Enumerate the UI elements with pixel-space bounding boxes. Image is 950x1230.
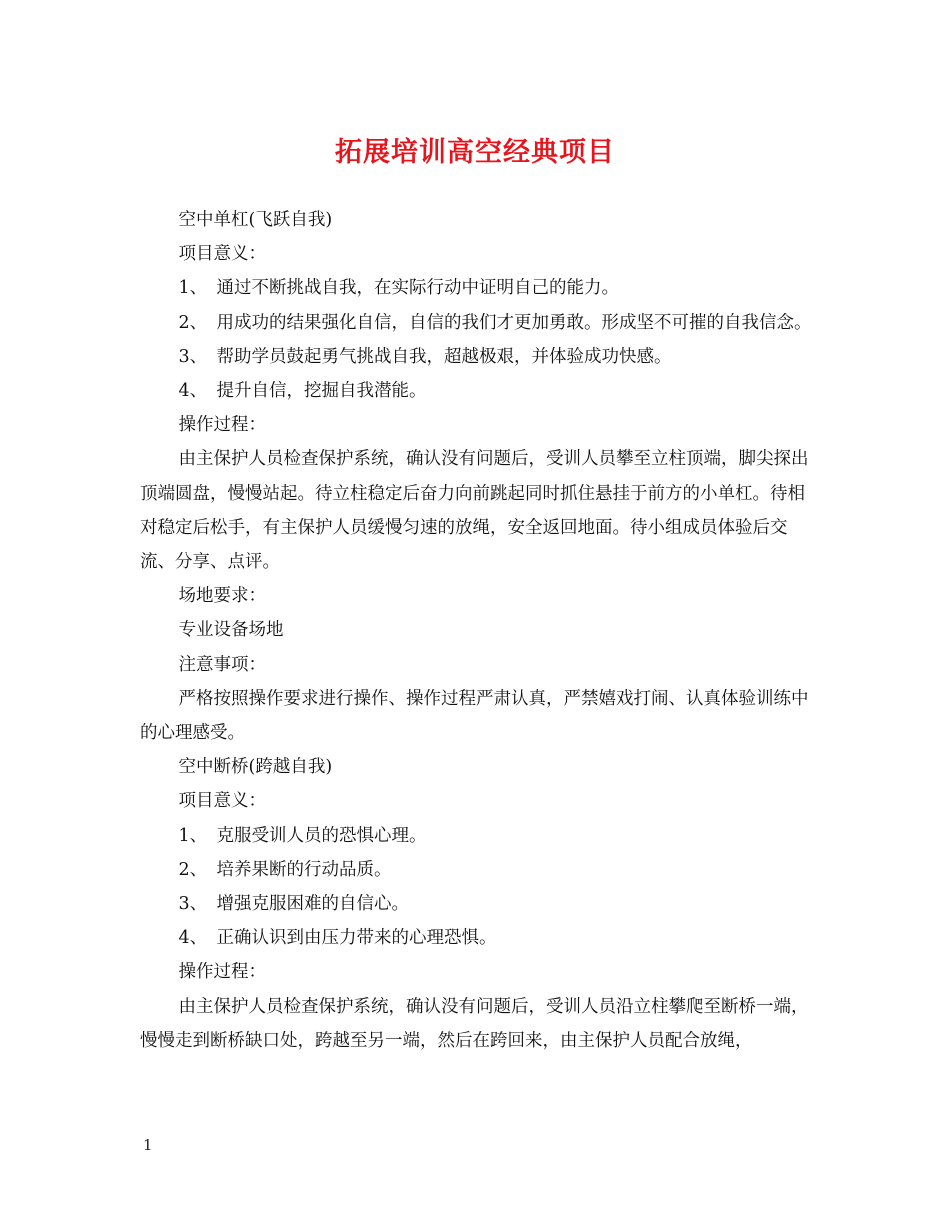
meaning-label: 项目意义： xyxy=(178,791,266,812)
list-number: 4、 xyxy=(178,928,208,949)
list-text: 增强克服困难的自信心。 xyxy=(216,894,409,915)
site-label: 场地要求： xyxy=(178,586,266,607)
meaning-label: 项目意义： xyxy=(178,244,266,265)
page-number: 1 xyxy=(143,1136,153,1154)
list-item xyxy=(140,921,816,955)
site-text: 专业设备场地 xyxy=(178,620,284,641)
notes-text: 严格按照操作要求进行操作、操作过程严肃认真，严禁嬉戏打闹、认真体验训练中的心理感受。 xyxy=(140,688,809,744)
list-text: 培养果断的行动品质。 xyxy=(216,859,392,880)
list-number: 3、 xyxy=(178,894,208,915)
list-text: 用成功的结果强化自信，自信的我们才更加勇敢。形成坚不可摧的自我信念。 xyxy=(216,312,812,333)
process-text: 由主保护人员检查保护系统，确认没有问题后，受训人员沿立柱攀爬至断桥一端，慢慢走到断桥缺口处，跨越至另一端，然后在跨回来，由主保护人员配合放绳， xyxy=(140,996,809,1051)
list-item xyxy=(140,340,816,374)
list-number: 2、 xyxy=(178,312,208,333)
list-text: 通过不断挑战自我，在实际行动中证明自己的能力。 xyxy=(216,278,619,299)
list-item xyxy=(140,887,816,921)
list-text: 正确认识到由压力带来的心理恐惧。 xyxy=(216,928,497,949)
list-number: 4、 xyxy=(178,381,208,402)
notes-label: 注意事项： xyxy=(178,654,266,675)
list-item xyxy=(140,853,816,887)
document-title: 拓展培训高空经典项目 xyxy=(335,137,615,168)
list-text: 帮助学员鼓起勇气挑战自我，超越极艰，并体验成功快感。 xyxy=(216,346,672,367)
list-text: 克服受训人员的恐惧心理。 xyxy=(216,825,427,846)
process-text: 由主保护人员检查保护系统，确认没有问题后，受训人员攀至立柱顶端，脚尖探出顶端圆盘，慢慢站起。待立柱稳定后奋力向前跳起同时抓住悬挂于前方的小单杠。待相对稳定后松手，有主保护人员缓慢匀速的放绳，安全返回地面。待小组成员体验后交流、分享、点评。 xyxy=(140,449,809,573)
list-item xyxy=(140,306,816,340)
list-number: 3、 xyxy=(178,346,208,367)
list-number: 2、 xyxy=(178,859,208,880)
list-item xyxy=(140,819,816,853)
list-number: 1、 xyxy=(178,825,208,846)
section-heading: 空中单杠(飞跃自我) xyxy=(178,210,333,230)
section-heading: 空中断桥(跨越自我) xyxy=(178,757,333,778)
list-item xyxy=(140,374,816,408)
document-body xyxy=(140,203,816,1058)
process-label: 操作过程： xyxy=(178,962,266,983)
list-text: 提升自信，挖掘自我潜能。 xyxy=(216,381,427,402)
list-number: 1、 xyxy=(178,278,208,299)
process-label: 操作过程： xyxy=(178,415,266,436)
list-item xyxy=(140,271,816,305)
